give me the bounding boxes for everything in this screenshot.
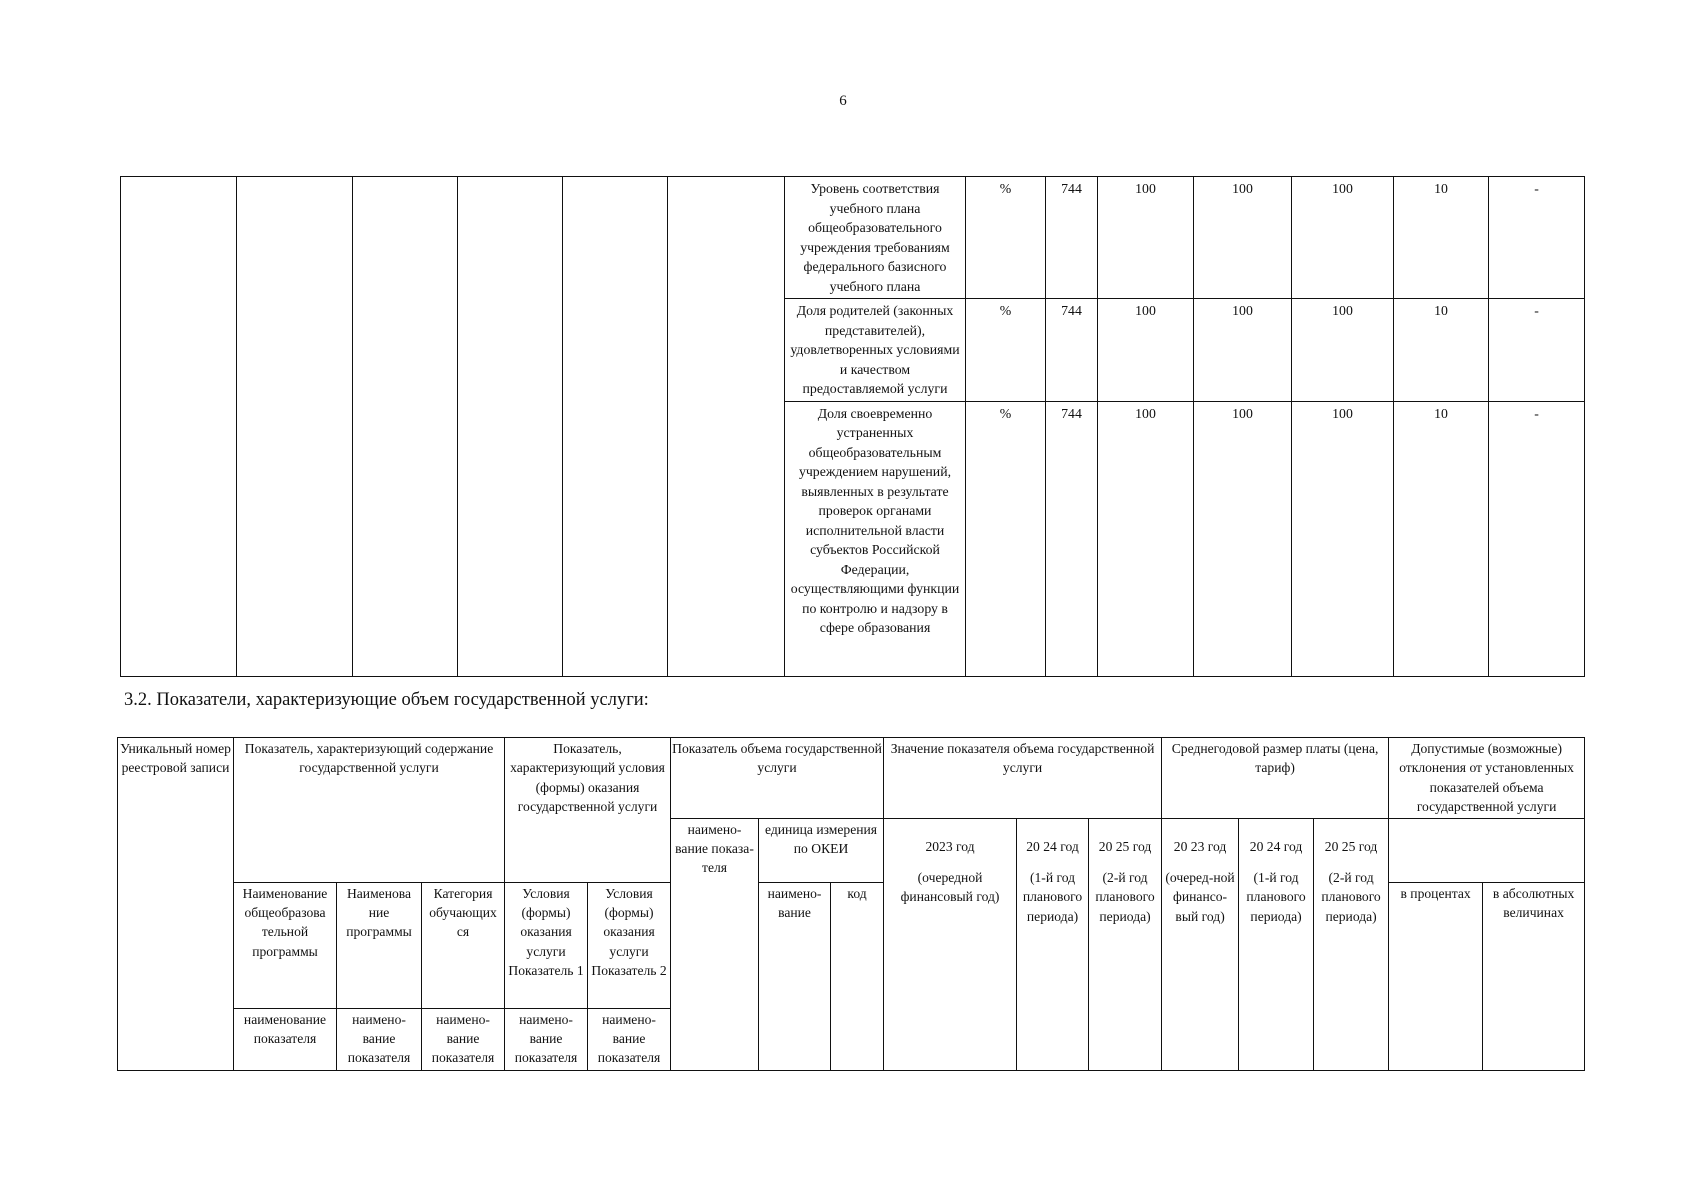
- indicator-name-label: наимено-вание показателя: [337, 1008, 422, 1070]
- value-2024-label: 20 24 год: [1026, 838, 1079, 854]
- value-2023-cell: 100: [1098, 177, 1194, 299]
- deviation-percent-cell: 10: [1394, 401, 1489, 676]
- fee-2023-sublabel: (очеред-ной финансо-вый год): [1165, 870, 1235, 924]
- header-value-2025: [1089, 818, 1162, 1070]
- header-fee-2025: [1314, 818, 1389, 1070]
- value-2023-label: 2023 год: [925, 838, 975, 854]
- indicator-name: Доля своевременно устраненных общеобразовательным учреждением нарушений, выявленных в результате проверок органами исполнительной власти субъектов Российской Федерации, осуществляющими функции по контролю и надзору в сфере образования: [785, 401, 966, 676]
- value-2024-cell: 100: [1194, 401, 1292, 676]
- unit-cell: %: [966, 401, 1046, 676]
- indicator-name-label: наименование показателя: [234, 1008, 337, 1070]
- table-row: [121, 177, 1585, 299]
- section-title: 3.2. Показатели, характеризующие объем государственной услуги:: [124, 690, 649, 710]
- fee-2025-sublabel: (2-й год планового периода): [1321, 870, 1381, 924]
- empty-cell: [668, 177, 785, 677]
- header-condition-1: Условия (формы) оказания услуги Показатель 1: [505, 882, 588, 1008]
- header-fee-2024: [1239, 818, 1314, 1070]
- header-program-name: Наименование общеобразова тельной программы: [234, 882, 337, 1008]
- header-deviation-percent: в процентах: [1389, 882, 1483, 1070]
- fee-2025-label: 20 25 год: [1324, 838, 1378, 854]
- header-fee-2023: [1162, 818, 1239, 1070]
- empty-cell: [353, 177, 458, 677]
- indicator-name-label: наимено-вание показателя: [588, 1008, 671, 1070]
- value-2024-sublabel: (1-й год планового периода): [1022, 870, 1083, 924]
- deviation-absolute-cell: -: [1489, 401, 1585, 676]
- deviation-absolute-cell: -: [1489, 177, 1585, 299]
- value-2025-sublabel: (2-й год планового периода): [1095, 870, 1155, 924]
- indicator-name-label: наимено-вание показателя: [505, 1008, 588, 1070]
- value-2025-cell: 100: [1292, 401, 1394, 676]
- table-row: [118, 738, 1585, 819]
- indicator-name-label: наимено-вание показателя: [422, 1008, 505, 1070]
- okei-code-cell: 744: [1046, 177, 1098, 299]
- header-content-indicator: Показатель, характеризующий содержание государственной услуги: [234, 738, 505, 883]
- unit-cell: %: [966, 299, 1046, 402]
- empty-cell: [458, 177, 563, 677]
- header-average-fee: Среднегодовой размер платы (цена, тариф): [1162, 738, 1389, 819]
- header-indicator-name: наимено-вание показа-теля: [671, 818, 759, 1070]
- header-okei-code: код: [831, 882, 884, 1070]
- empty-cell: [237, 177, 353, 677]
- value-2025-cell: 100: [1292, 299, 1394, 402]
- empty-cell: [121, 177, 237, 677]
- value-2024-cell: 100: [1194, 177, 1292, 299]
- header-student-category: Категория обучающих ся: [422, 882, 505, 1008]
- header-deviation-absolute: в абсолютных величинах: [1483, 882, 1585, 1070]
- deviation-absolute-cell: -: [1489, 299, 1585, 402]
- page-number: 6: [839, 93, 847, 109]
- header-conditions-indicator: Показатель, характеризующий условия (формы) оказания государственной услуги: [505, 738, 671, 883]
- volume-indicators-table: [117, 737, 1585, 1071]
- header-okei-name: наимено-вание: [759, 882, 831, 1070]
- value-2023-cell: 100: [1098, 299, 1194, 402]
- deviation-percent-cell: 10: [1394, 299, 1489, 402]
- empty-cell: [563, 177, 668, 677]
- unit-cell: %: [966, 177, 1046, 299]
- header-value-2024: [1017, 818, 1089, 1070]
- deviation-percent-cell: 10: [1394, 177, 1489, 299]
- indicator-name: Уровень соответствия учебного плана общеобразовательного учреждения требованиям федерального базисного учебного плана: [785, 177, 966, 299]
- header-unique-number: Уникальный номер реестровой записи: [118, 738, 234, 1071]
- fee-2023-label: 20 23 год: [1173, 838, 1227, 854]
- value-2024-cell: 100: [1194, 299, 1292, 402]
- value-2023-sublabel: (очередной финансовый год): [900, 870, 1000, 905]
- header-volume-indicator: Показатель объема государственной услуги: [671, 738, 884, 819]
- value-2025-cell: 100: [1292, 177, 1394, 299]
- okei-code-cell: 744: [1046, 401, 1098, 676]
- header-okei-unit: единица измерения по ОКЕИ: [759, 818, 884, 882]
- value-2025-label: 20 25 год: [1098, 838, 1152, 854]
- deviation-spacer: [1389, 818, 1585, 882]
- indicator-name: Доля родителей (законных представителей), удовлетворенных условиями и качеством предоставляемой услуги: [785, 299, 966, 402]
- quality-indicators-continuation-table: [120, 176, 1585, 677]
- value-2023-cell: 100: [1098, 401, 1194, 676]
- header-program: Наименова ние программы: [337, 882, 422, 1008]
- header-allowed-deviation: Допустимые (возможные) отклонения от установленных показателей объема государственной услуги: [1389, 738, 1585, 819]
- header-value-2023: [884, 818, 1017, 1070]
- fee-2024-label: 20 24 год: [1249, 838, 1303, 854]
- fee-2024-sublabel: (1-й год планового периода): [1246, 870, 1306, 924]
- header-condition-2: Условия (формы) оказания услуги Показатель 2: [588, 882, 671, 1008]
- okei-code-cell: 744: [1046, 299, 1098, 402]
- header-volume-value: Значение показателя объема государственной услуги: [884, 738, 1162, 819]
